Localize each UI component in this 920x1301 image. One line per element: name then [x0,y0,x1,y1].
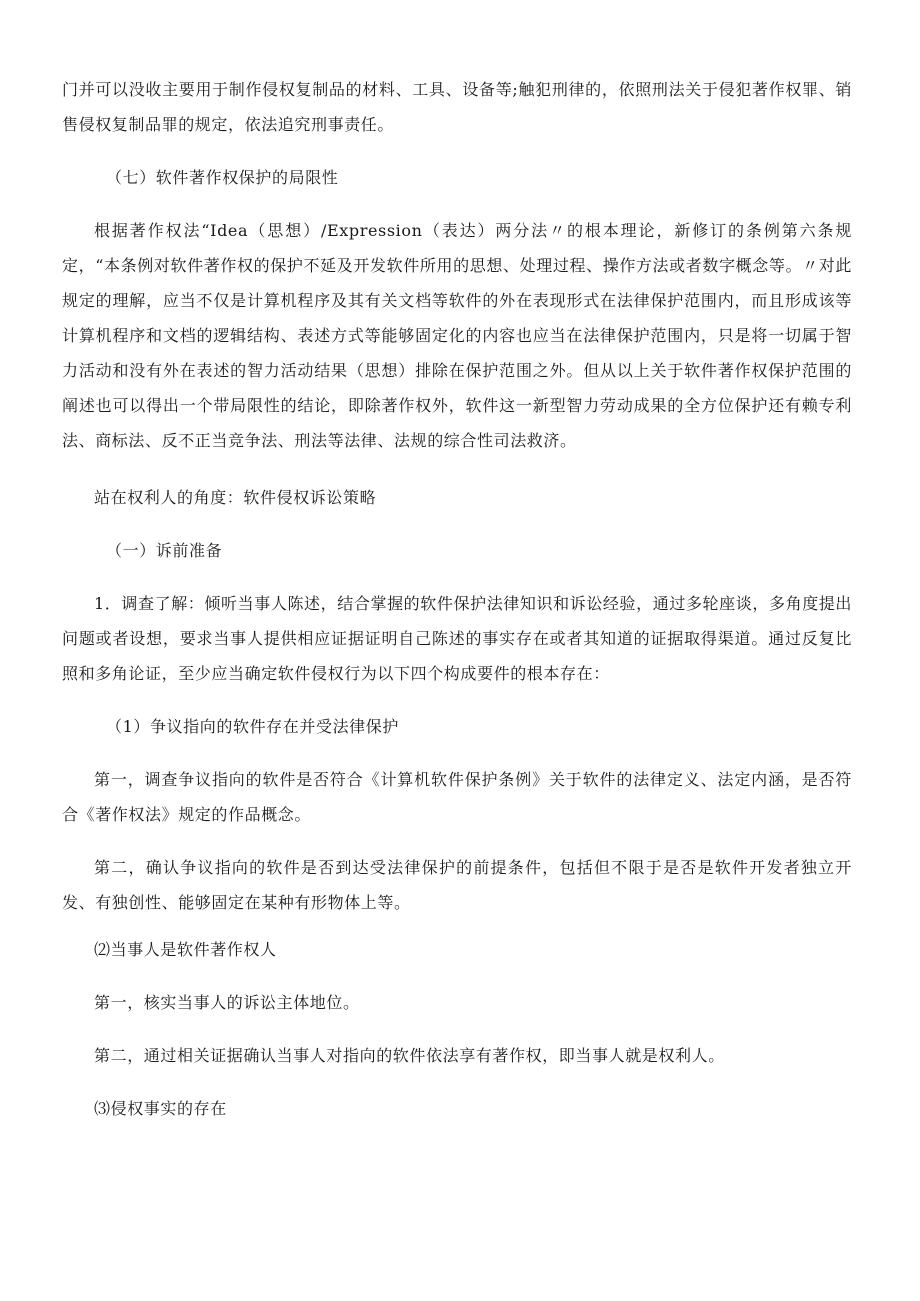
paragraph-first-software-definition: 第一，调查争议指向的软件是否符合《计算机软件保护条例》关于软件的法律定义、法定内涵，是否符合《著作权法》规定的作品概念。 [62,770,852,824]
subheading-infringement-facts: ⑶侵权事实的存在 [94,1099,227,1118]
paragraph-second-ownership: 第二，通过相关证据确认当事人对指向的软件依法享有著作权，即当事人就是权利人。 [94,1046,725,1065]
section-heading-litigation-strategy: 站在权利人的角度：软件侵权诉讼策略 [94,488,377,507]
paragraph-continuation: 门并可以没收主要用于制作侵权复制品的材料、工具、设备等;触犯刑律的，依照刑法关于侵犯著作权罪、销售侵权复制品罪的规定，依法追究刑事责任。 [62,80,852,134]
paragraph-first-party-status: 第一，核实当事人的诉讼主体地位。 [94,993,360,1012]
section-heading-pre-litigation: （一）诉前准备 [106,541,223,560]
paragraph-idea-expression: 根据著作权法“Idea（思想）/Expression（表达）两分法〃的根本理论，新修订的条例第六条规定，“本条例对软件著作权的保护不延及开发软件所用的思想、处理过程、操作方法或者数字概念等。〃对此规定的理解，应当不仅是计算机程序及其有关文档等软件的外在表现形式在法律保护范围内，而且形成该等计算机程序和文档的逻辑结构、表述方式等能够固定化的内容也应当在法律保护范围内，只是将一切属于智力活动和没有外在表述的智力活动结果（思想）排除在保护范围之外。但从以上关于软件著作权保护范围的阐述也可以得出一个带局限性的结论，即除著作权外，软件这一新型智力劳动成果的全方位保护还有赖专利法、商标法、反不正当竞争法、刑法等法律、法规的综合性司法救济。 [62,221,852,450]
paragraph-investigation: 1．调查了解：倾听当事人陈述，结合掌握的软件保护法律知识和诉讼经验，通过多轮座谈，多角度提出问题或者设想，要求当事人提供相应证据证明自己陈述的事实存在或者其知道的证据取得渠道。通过反复比照和多角论证，至少应当确定软件侵权行为以下四个构成要件的根本存在： [62,594,852,683]
subheading-party-is-owner: ⑵当事人是软件著作权人 [94,940,277,959]
document-page [62,72,852,1126]
subheading-software-protected: （1）争议指向的软件存在并受法律保护 [106,717,399,736]
paragraph-second-protection-conditions: 第二，确认争议指向的软件是否到达受法律保护的前提条件，包括但不限于是否是软件开发者独立开发、有独创性、能够固定在某种有形物体上等。 [62,858,852,912]
section-heading-limitations: （七）软件著作权保护的局限性 [106,168,339,187]
